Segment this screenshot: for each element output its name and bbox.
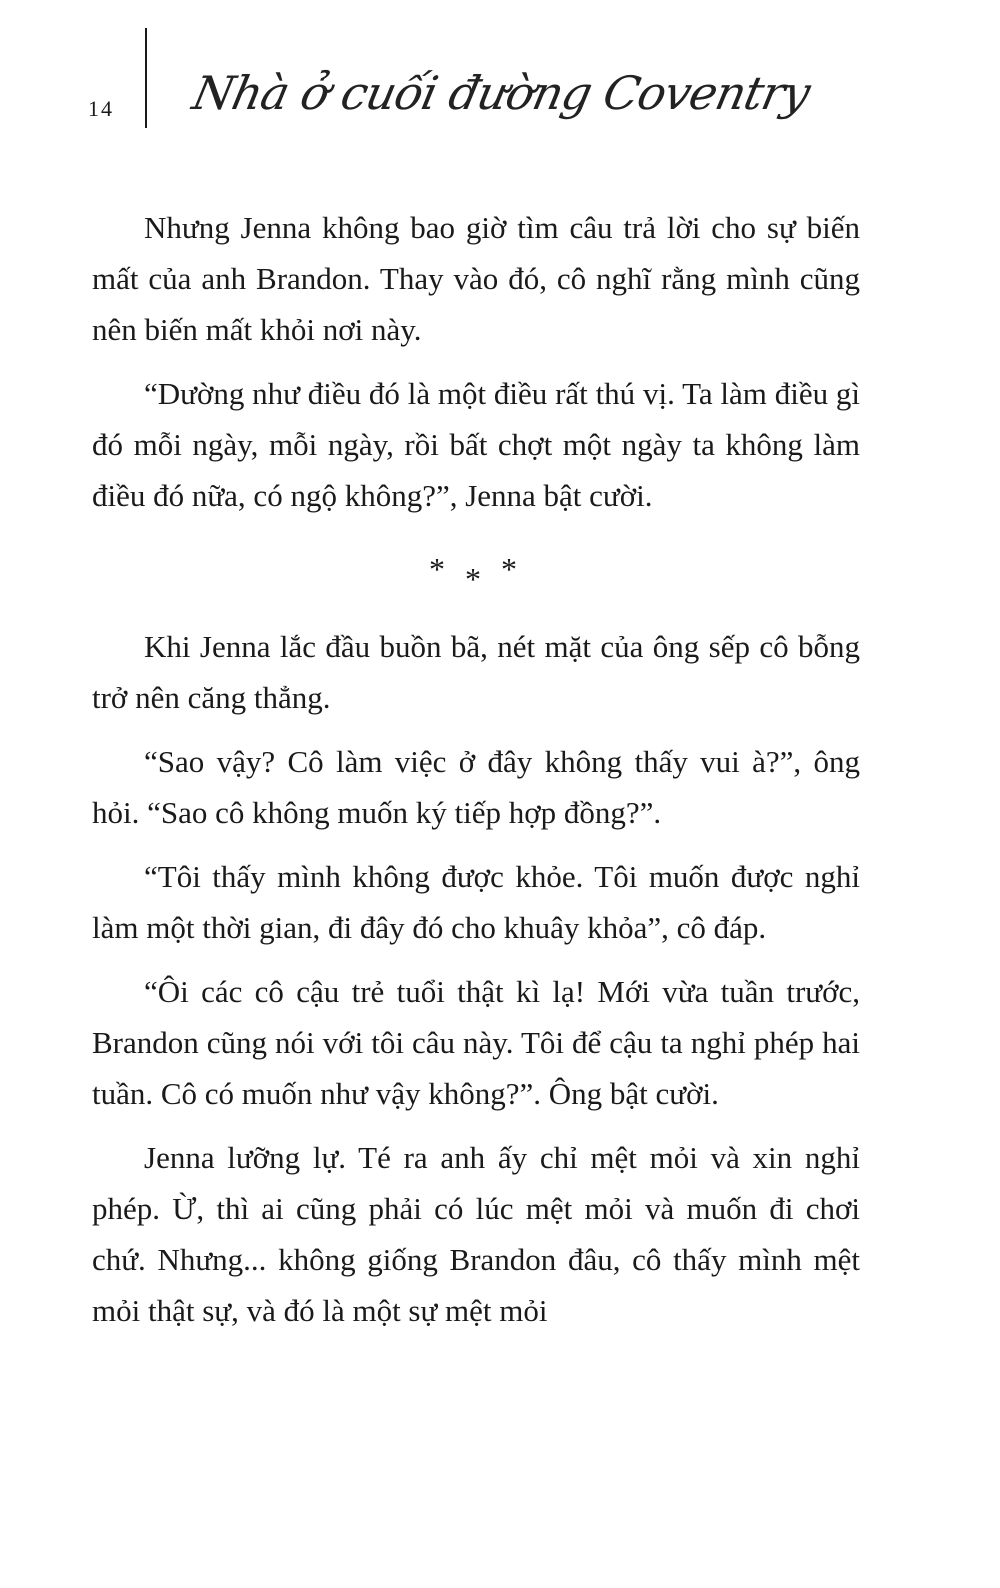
header-divider <box>145 28 147 128</box>
section-separator <box>92 549 860 597</box>
paragraph: “Tôi thấy mình không được khỏe. Tôi muốn được nghỉ làm một thời gian, đi đây đó cho khuây khỏa”, cô đáp. <box>92 859 860 945</box>
paragraph: “Sao vậy? Cô làm việc ở đây không thấy vui à?”, ông hỏi. “Sao cô không muốn ký tiếp hợp đồng?”. <box>92 744 860 830</box>
body-text <box>92 202 860 1349</box>
paragraph: “Ôi các cô cậu trẻ tuổi thật kì lạ! Mới vừa tuần trước, Brandon cũng nói với tôi câu này. Tôi để cậu ta nghỉ phép hai tuần. Cô có muốn như vậy không?”. Ông bật cười. <box>92 974 860 1111</box>
separator-asterisk: * <box>465 561 487 597</box>
page-number: 14 <box>88 96 114 121</box>
separator-asterisk: * <box>429 551 451 587</box>
paragraph: “Dường như điều đó là một điều rất thú vị. Ta làm điều gì đó mỗi ngày, mỗi ngày, rồi bất chợt một ngày ta không làm điều đó nữa, có ngộ không?”, Jenna bật cười. <box>92 376 860 513</box>
separator-asterisk: * <box>501 551 523 587</box>
paragraph: Khi Jenna lắc đầu buồn bã, nét mặt của ông sếp cô bỗng trở nên căng thẳng. <box>92 629 860 715</box>
running-header <box>0 0 1000 160</box>
paragraph: Jenna lưỡng lự. Té ra anh ấy chỉ mệt mỏi và xin nghỉ phép. Ừ, thì ai cũng phải có lúc mệt mỏi và muốn đi chơi chứ. Nhưng... không giống Brandon đâu, cô thấy mình mệt mỏi thật sự, và đó là một sự mệt mỏi <box>92 1140 860 1328</box>
paragraph: Nhưng Jenna không bao giờ tìm câu trả lời cho sự biến mất của anh Brandon. Thay vào đó, cô nghĩ rằng mình cũng nên biến mất khỏi nơi này. <box>92 210 860 347</box>
running-title: Nhà ở cuối đường Coventry <box>188 66 815 120</box>
